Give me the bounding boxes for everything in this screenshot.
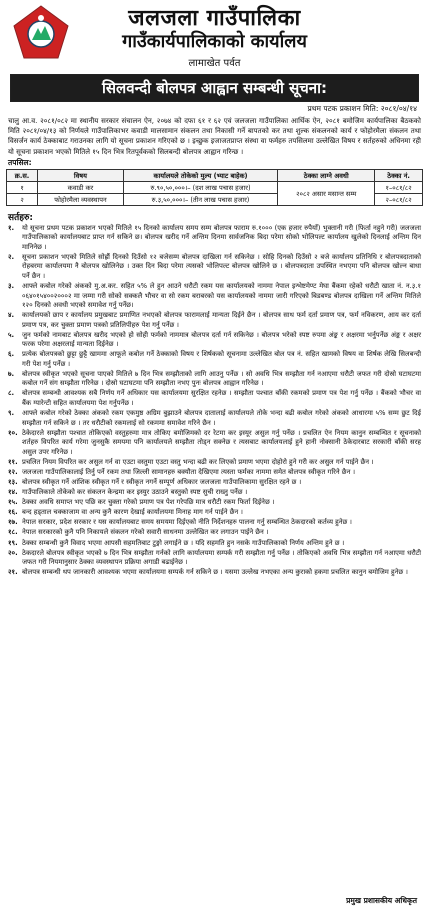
term-item bbox=[8, 549, 421, 568]
term-text: बन्द हड्ताल चक्काजाम वा अन्य कुनै कारण देखाई कार्यालयमा मिनाह माग गर्न पाईने छैन । bbox=[22, 508, 243, 517]
term-item bbox=[8, 508, 421, 518]
term-number: १२. bbox=[8, 467, 18, 476]
contract-table bbox=[6, 169, 423, 206]
term-number: ४. bbox=[8, 311, 15, 320]
term-number: ११. bbox=[8, 457, 18, 466]
term-text: बोलपत्र सम्बन्धी आवश्यक सबै निर्णय गर्ने अधिकार यस कार्यालयमा सुरक्षित रहनेछ । सम्झौता पश्चात बाँकी रकमको प्रमाण पत्र पेश गर्नु पर्नेछ । बैंकको भौचर वा बैंक ग्यारेन्टी सहित कार्यालयमा पेश गर्नुपर्नेछ । bbox=[22, 389, 421, 407]
term-item bbox=[8, 429, 421, 458]
term-item bbox=[8, 539, 421, 549]
term-text: ठेक्का अवधि समाप्त भए पछि कर चुक्ता गरेको प्रमाण पत्र पेश गरेपछि मात्र धरौटी रकम फिर्ता दिईनेछ । bbox=[22, 498, 275, 507]
term-text: यो सूचना प्रथम पटक प्रकाशन भएको मितिले १५ दिनको कार्यालय समय सम्म बोलपत्र फाराम रु.१००० (एक हजार रुपैयाँ) भुक्तानी गरी (फिर्ता नहुने गरी) जलजला गाउँपालिकाको कार्यालयबाट प्राप्त गर्न सकिने छ। बोलपत्र खरीद गर्ने अन्तिम दिनमा सार्वजनिक बिदा परेमा सोको भोलिपल्ट कार्यालय खुलेको दिनलाई अन्तिम दिन मानिनेछ । bbox=[22, 223, 421, 251]
term-number: ५. bbox=[8, 330, 15, 339]
term-item bbox=[8, 528, 421, 538]
col-period-header: ठेक्का लाग्ने अवधी bbox=[278, 169, 375, 181]
municipality-name: जलजला गाउँपालिका bbox=[128, 6, 301, 31]
term-number: १०. bbox=[8, 428, 18, 437]
term-text: जलजला गाउँपालिकालाई तिर्नु पर्ने रकम तथा जिल्ली सामानहरु बक्यौता देखिएमा त्यस्ता फर्मका नाममा समेत बोलपत्र स्वीकृत गरिने छैन । bbox=[22, 467, 356, 476]
term-text: जुन फर्मको नामबाट बोलपत्र खरीद भएको हो सोही फर्मको नाममात्र बोलपत्र दर्ता गर्न सकिनेछ । बोलपत्र भरेको स्पष्ट रुपमा अंङ्क र अक्षरमा भर्नुपर्नेछ अंङ्क र अक्षर फरक परेमा अक्षरलाई मान्यता दिईनेछ । bbox=[22, 330, 421, 349]
term-text: प्रचलित नियम विपरित कर असुल गर्न वा एउटा वस्तुमा एउटा वस्तु भन्दा बढी कर लिएको प्रमाण भएमा दोहोरो हुने गरी कर असुल गर्न पाईने छैन । bbox=[22, 457, 374, 466]
term-number: ७. bbox=[8, 369, 15, 378]
term-item bbox=[8, 389, 421, 408]
col-contract-no-header: ठेक्का नं. bbox=[375, 169, 423, 181]
term-item bbox=[8, 518, 421, 528]
term-text: आफ्ले कबोल गरेको ठेक्का अंकको रकम एकमुष्ठ अग्रिम बुझाउने बोलपत्र दातालाई कार्यालयले तोके भन्दा बढी कबोल गरेको अंकको आधारमा ५% सम्म छुट दिई सम्झौता गर्न सकिने छ । तर धरौटीको रकमलाई सो रकममा समावेश गरिने छैन । bbox=[22, 409, 421, 427]
cell-serial: २ bbox=[7, 193, 38, 205]
term-item bbox=[8, 488, 421, 498]
term-number: २१. bbox=[8, 568, 18, 577]
table-header-row bbox=[7, 169, 423, 181]
term-item bbox=[8, 478, 421, 488]
term-item bbox=[8, 224, 421, 253]
cell-subject: फोहोरमैला व्यवस्थापन bbox=[38, 193, 124, 205]
term-item bbox=[8, 282, 421, 311]
term-item bbox=[8, 370, 421, 389]
term-number: २०. bbox=[8, 548, 18, 557]
cell-price: रु.९०,५०,०००।– (दश लाख पचास हजार) bbox=[123, 181, 277, 193]
term-text: बोलपत्र स्वीकृत गर्ने आंशिक स्वीकृत गर्ने र स्वीकृत नगर्ने सम्पूर्ण अधिकार जलजला गाउँपालिकामा सुरक्षित रहने छ । bbox=[22, 477, 302, 486]
table-row bbox=[7, 181, 423, 193]
term-item bbox=[8, 498, 421, 508]
cell-subject: कवाडी कर bbox=[38, 181, 124, 193]
publication-date: प्रथम पटक प्रकाशन मिति: २०८१/०४/१४ bbox=[307, 104, 417, 113]
cell-contract-no: १–०८१/८२ bbox=[375, 181, 423, 193]
office-location: लामाखेत पर्वत bbox=[188, 58, 241, 69]
term-item bbox=[8, 331, 421, 350]
col-subject-header: विषय bbox=[38, 169, 124, 181]
term-number: १. bbox=[8, 223, 15, 232]
term-number: १५. bbox=[8, 498, 18, 507]
signature-block: प्रमुख प्रशासकीय अधिकृत bbox=[346, 896, 417, 905]
term-text: बोलपत्र स्वीकृत भएको सूचना पाएको मितिले ७ दिन भित्र सम्झौताको लागि आउनु पर्नेछ । सो अवधि भित्र सम्झौता गर्न नआएमा धरौटी जफत गरी दोस्रो घटाघटमा कबोल गर्ने संग सम्झौता गरिनेछ । दोस्रो घटाघटमा पनि सम्झौता नभए पुनः बोलपत्र आह्वान गरिनेछ । bbox=[22, 369, 421, 388]
term-text: प्रत्येक बोलपत्रको छुट्टा छुट्टै खाममा आफूले कबोल गर्ने ठेक्काको विषय र शिर्षकको सूचनामा उल्लेखित बोल पत्र नं. सहित खामको विषय वा शिर्षक लेखि सिलबन्दी गरी पेश गर्नु पर्नेछ । bbox=[22, 350, 421, 368]
term-text: ठेकेदारले सम्झौता पश्चात तोकिएको वस्तुहरुमा मात्र तोकिए बमोजिमको दर रेटमा कर इस्यूर असुल गर्नु पर्नेछ । प्रचलित ऐन नियम कानुन सम्बन्धित र सूचनाको शर्तहरु विपरित कार्य गरेमा जुनसुकै समयमा पनि कार्यालयले सम्झौता तोड्न सक्नेछ र त्यसबाट कार्यालयलाई हुने हानी नोक्सानी ठेकेदारबाट सरकारी बाँकी सरह असुल उपर गरिनेछ । bbox=[22, 428, 421, 456]
col-price-header: कार्यालयले तोकेको मुल्य (भ्याट बाहेक) bbox=[123, 169, 277, 181]
term-number: ६. bbox=[8, 350, 15, 359]
term-item bbox=[8, 350, 421, 369]
term-number: ३. bbox=[8, 282, 15, 290]
term-number: १६. bbox=[8, 508, 18, 517]
term-number: १४. bbox=[8, 488, 18, 497]
col-serial-header: क्र.स. bbox=[7, 169, 38, 181]
letterhead bbox=[4, 2, 425, 69]
intro-paragraph: चालु आ.व. २०८१/०८२ मा स्थानीय सरकार संचालन ऐन, २०७४ को दफा ६१ र ६२ एवं जलजला गाउँपालिका आर्थिक ऐन, २०८१ बमोजिम कार्यपालिका बैठकको मिति २०८१/०४/१३ को निर्णयले गाउँपालिकाभर कवाडी मालसामान संकलन तथा निकासी गर्ने बापतको कर तथा शुल्क संकलनको कार्य र फोहोरमैला संकलन तथा विसर्जन कार्य ठेक्काबाट गराउनका लागि यो सूचना प्रकाशन गरिएको छ । इच्छुक इजाजतप्राप्त संस्था वा फर्महरु तपसिलमा उल्लेखित विषय र सर्तहरुको अधिनमा रही यो सूचना प्रकाशन भएको मितिले १५ दिन भित्र रितपूर्वकको सिलबन्दी बोलपत्र आह्वान गरिन्छ । bbox=[8, 117, 421, 156]
term-number: १८. bbox=[8, 528, 18, 537]
cell-price: रु.३,५०,०००।– (तीन लाख पचास हजार) bbox=[123, 193, 277, 205]
terms-list bbox=[4, 224, 425, 578]
term-text: गाउँपालिकाले तोकेको कर संकलन केन्द्रमा कर इस्युर उठाउने बस्तुको स्पष्ट सुची राख्नु पर्नेछ । bbox=[22, 488, 248, 497]
term-item bbox=[8, 253, 421, 282]
term-number: १७. bbox=[8, 518, 18, 527]
term-text: ठेकदारले बोलपत्र स्वीकृत भएको ७ दिन भित्र सम्झौता गर्नको लागि कार्यालयमा सम्पर्क गरी सम्झौता गर्नु पर्नेछ । तोकिएको अवधि भित्र सम्झौता गर्न नआएमा धरौटी जफत गरी नियमानुसार ठेक्का व्यवस्थापन प्रक्रिया अगाडी बढाईनेछ । bbox=[22, 548, 421, 567]
term-number: ८. bbox=[8, 389, 15, 398]
term-text: आफ्ले कबोल गरेको अंकको मु.अ.कर. सहित ५% ले हुन आउने धरौटी रकम यस कार्यालयको नाममा नेपाल इन्भेष्टमेण्ट मेघा बैंकमा रहेको धरौटी खाता नं. न.३.१ ०६४०१५४००२०००२ मा जम्मा गरी सोको सक्कलै भौचर वा सो रकम बराबरको यस कार्यालयको नाममा जारी गरिएको बिडबण्ड बोलपत्र दाखिला गर्ने अन्तिम मितिले १२० दिनको अवधी भएको समावेश गर्नु पर्नेछ। bbox=[22, 282, 421, 309]
term-item bbox=[8, 468, 421, 478]
term-item bbox=[8, 311, 421, 330]
term-item bbox=[8, 458, 421, 468]
office-name: गाउँकार्यपालिकाको कार्यालय bbox=[122, 31, 307, 52]
cell-serial: १ bbox=[7, 181, 38, 193]
term-item bbox=[8, 568, 421, 578]
table-label: तपसिल: bbox=[8, 157, 32, 167]
term-number: १९. bbox=[8, 538, 18, 547]
term-text: नेपाल सरकार, प्रदेश सरकार र यस कार्यालयबाट समय समयमा दिईएको नीति निर्देशनहरु पालना गर्नु सम्बन्धित ठेकदारको कर्तव्य हुनेछ । bbox=[22, 518, 353, 527]
term-number: ९. bbox=[8, 409, 15, 418]
term-text: ठेक्का सम्बन्धी कुनै विवाद भएमा आपसी सहमतिबाट टुङ्गो लगाईने छ । यदि सहमति हुन नसके गाउँपालिकाको निर्णय अन्तिम हुने छ । bbox=[22, 538, 345, 547]
cell-period: २०८२ असार मसान्त सम्म bbox=[278, 181, 375, 205]
term-text: सूचना प्रकाशन भएको मितिले सोह्रौं दिनको दिउँसो १२ बजेसम्म बोलपत्र दाखिला गर्न सकिनेछ । सोहि दिनको दिउँसो २ बजे कार्यालय प्रतिनिधि र बोलपत्रदाताको रोहबरमा कार्यालयमा नै बोलपत्र खोलिनेछ । उक्त दिन बिदा परेमा त्यसको भोलिपल्ट बोलपत्र खोलिने छ । बोलपत्रदाता उपस्थित नभएमा पनि बोलपत्र खोल्न बाधा पर्ने छैन । bbox=[22, 252, 421, 280]
term-text: बोलपत्र सम्बन्धी थप जानकारी आवश्यक भएमा कार्यालयमा सम्पर्क गर्न सकिने छ । यसमा उल्लेख नभएका अन्य कुराको हकमा प्रचलित कानुन बमोजिम हुनेछ । bbox=[22, 568, 408, 577]
term-text: नेपाल सरकारको कुनै पनि निकायले संकलन गरेको सवारी साधनमा उल्लेखित कर लगाउन पाईने छैन । bbox=[22, 528, 269, 537]
term-number: १३. bbox=[8, 477, 18, 486]
term-text: कार्यालयको छाप र कार्यालय प्रमुखबाट प्रमाणित नभएको बोलपत्र फारामलाई मान्यता दिईने छैन । बोलपत्र साथ फर्म दर्ता प्रमाण पत्र, फर्म नविकरण, आय कर दर्ता प्रमाण पत्र, कर चुक्ता प्रमाण पत्रको प्रतिलिपीहरु पेश गर्नु पर्नेछ । bbox=[22, 311, 421, 329]
term-number: २. bbox=[8, 252, 15, 261]
notice-title-banner: सिलवन्दी बोलपत्र आह्वान सम्बन्धी सूचना: bbox=[10, 74, 419, 102]
cell-contract-no: २–०८१/८२ bbox=[375, 193, 423, 205]
terms-heading: सर्तहरु: bbox=[8, 212, 33, 223]
term-item bbox=[8, 409, 421, 428]
